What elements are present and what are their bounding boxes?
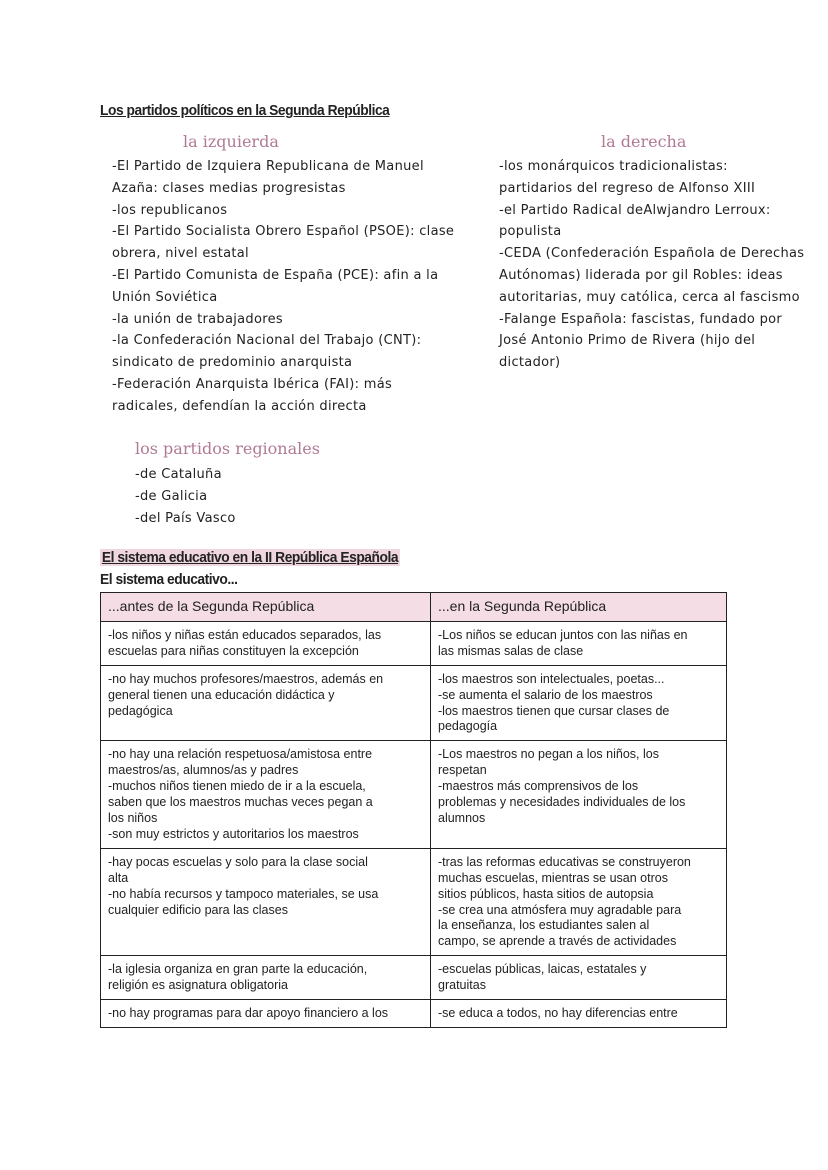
- table-cell: [101, 1000, 431, 1028]
- table-header-cell: ...en la Segunda República: [431, 593, 727, 622]
- derecha-line: dictador): [499, 355, 561, 371]
- cell-line: pedagogía: [438, 719, 498, 734]
- section-title-partidos: Los partidos políticos en la Segunda República: [100, 102, 390, 119]
- regional-line: -de Galicia: [135, 488, 208, 504]
- izquierda-line: -la Confederación Nacional del Trabajo (CNT):: [112, 333, 422, 349]
- cell-line: -tras las reformas educativas se construyeron: [438, 854, 691, 869]
- cell-line: alta: [108, 870, 129, 885]
- izquierda-list: [112, 156, 454, 418]
- cell-line: sitios públicos, hasta sitios de autopsia: [438, 886, 654, 901]
- izquierda-line: -la unión de trabajadores: [112, 311, 283, 327]
- cell-line: -no hay muchos profesores/maestros, además en: [108, 671, 384, 686]
- heading-izquierda: la izquierda: [183, 132, 279, 151]
- derecha-line: partidarios del regreso de Alfonso XIII: [499, 180, 756, 196]
- cell-line: -no había recursos y tampoco materiales, se usa: [108, 886, 379, 901]
- cell-line: escuelas para niñas constituyen la excepción: [108, 643, 359, 658]
- regionales-list: [135, 464, 236, 529]
- heading-regionales: los partidos regionales: [135, 439, 320, 458]
- derecha-line: -CEDA (Confederación Española de Derechas: [499, 246, 805, 262]
- table-cell: [431, 848, 727, 955]
- derecha-list: [499, 156, 804, 374]
- cell-line: general tienen una educación didáctica y: [108, 687, 335, 702]
- izquierda-line: -El Partido Socialista Obrero Español (PSOE): clase: [112, 224, 455, 240]
- table-cell: [431, 665, 727, 741]
- izquierda-line: radicales, defendían la acción directa: [112, 398, 367, 414]
- cell-line: los niños: [108, 810, 158, 825]
- cell-line: -se crea una atmósfera muy agradable para: [438, 902, 682, 917]
- table-cell: [101, 665, 431, 741]
- table-row: [101, 848, 727, 955]
- section-title-educativo: El sistema educativo en la II República Española: [101, 549, 399, 566]
- derecha-line: -los monárquicos tradicionalistas:: [499, 159, 728, 174]
- subtitle-educativo: El sistema educativo...: [100, 571, 238, 588]
- table-row: [101, 1000, 727, 1028]
- derecha-line: -el Partido Radical deAlwjandro Lerroux:: [499, 202, 771, 218]
- regional-line: -de Cataluña: [135, 467, 222, 482]
- education-table: [100, 592, 727, 1028]
- cell-line: la enseñanza, los estudiantes salen al: [438, 918, 650, 933]
- cell-line: pedagógica: [108, 703, 173, 718]
- izquierda-line: obrera, nivel estatal: [112, 246, 249, 262]
- cell-line: -muchos niños tienen miedo de ir a la escuela,: [108, 779, 366, 794]
- table-header-cell: ...antes de la Segunda República: [101, 593, 431, 622]
- cell-line: -maestros más comprensivos de los: [438, 779, 639, 794]
- cell-line: -se educa a todos, no hay diferencias entre: [438, 1006, 678, 1021]
- izquierda-line: Unión Soviética: [112, 289, 218, 305]
- cell-line: -no hay programas para dar apoyo financiero a los: [108, 1006, 389, 1021]
- regional-line: -del País Vasco: [135, 510, 236, 526]
- table-cell: [101, 621, 431, 665]
- cell-line: -se aumenta el salario de los maestros: [438, 687, 653, 702]
- cell-line: problemas y necesidades individuales de los: [438, 795, 686, 810]
- derecha-line: populista: [499, 224, 562, 240]
- cell-line: -hay pocas escuelas y solo para la clase social: [108, 854, 368, 869]
- cell-line: saben que los maestros muchas veces pegan a: [108, 795, 373, 810]
- cell-line: gratuitas: [438, 978, 486, 993]
- cell-line: -los maestros tienen que cursar clases de: [438, 703, 670, 718]
- cell-line: -Los maestros no pegan a los niños, los: [438, 747, 659, 762]
- table-cell: [101, 848, 431, 955]
- cell-line: respetan: [438, 763, 487, 778]
- table-header-row: [101, 593, 727, 622]
- table-cell: [101, 741, 431, 848]
- cell-line: -son muy estrictos y autoritarios los maestros: [108, 826, 359, 841]
- cell-line: -los niños y niñas están educados separados, las: [108, 627, 382, 642]
- cell-line: campo, se aprende a través de actividades: [438, 934, 677, 949]
- table-row: [101, 956, 727, 1000]
- derecha-line: autoritarias, muy católica, cerca al fascismo: [499, 289, 800, 305]
- izquierda-line: -El Partido de Izquiera Republicana de Manuel: [112, 159, 424, 174]
- cell-line: muchas escuelas, mientras se usan otros: [438, 870, 668, 885]
- derecha-line: -Falange Española: fascistas, fundado por: [499, 311, 783, 327]
- izquierda-line: Azaña: clases medias progresistas: [112, 180, 346, 196]
- derecha-line: Autónomas) liderada por gil Robles: ideas: [499, 267, 783, 283]
- izquierda-line: -Federación Anarquista Ibérica (FAI): más: [112, 376, 393, 392]
- derecha-line: José Antonio Primo de Rivera (hijo del: [499, 333, 756, 349]
- cell-line: -los maestros son intelectuales, poetas...: [438, 671, 665, 686]
- cell-line: cualquier edificio para las clases: [108, 902, 288, 917]
- cell-line: -escuelas públicas, laicas, estatales y: [438, 962, 647, 977]
- cell-line: -Los niños se educan juntos con las niñas en: [438, 627, 688, 642]
- cell-line: alumnos: [438, 810, 486, 825]
- table-row: [101, 621, 727, 665]
- heading-derecha: la derecha: [601, 132, 687, 151]
- table-cell: [431, 1000, 727, 1028]
- cell-line: maestros/as, alumnos/as y padres: [108, 763, 299, 778]
- izquierda-line: sindicato de predominio anarquista: [112, 355, 353, 371]
- table-cell: [431, 621, 727, 665]
- table-row: [101, 741, 727, 848]
- cell-line: religión es asignatura obligatoria: [108, 978, 288, 993]
- table-cell: [431, 956, 727, 1000]
- table-row: [101, 665, 727, 741]
- table-cell: [431, 741, 727, 848]
- izquierda-line: -El Partido Comunista de España (PCE): afin a la: [112, 267, 439, 283]
- cell-line: -no hay una relación respetuosa/amistosa entre: [108, 747, 373, 762]
- cell-line: las mismas salas de clase: [438, 643, 584, 658]
- cell-line: -la iglesia organiza en gran parte la educación,: [108, 962, 368, 977]
- table-cell: [101, 956, 431, 1000]
- izquierda-line: -los republicanos: [112, 202, 228, 218]
